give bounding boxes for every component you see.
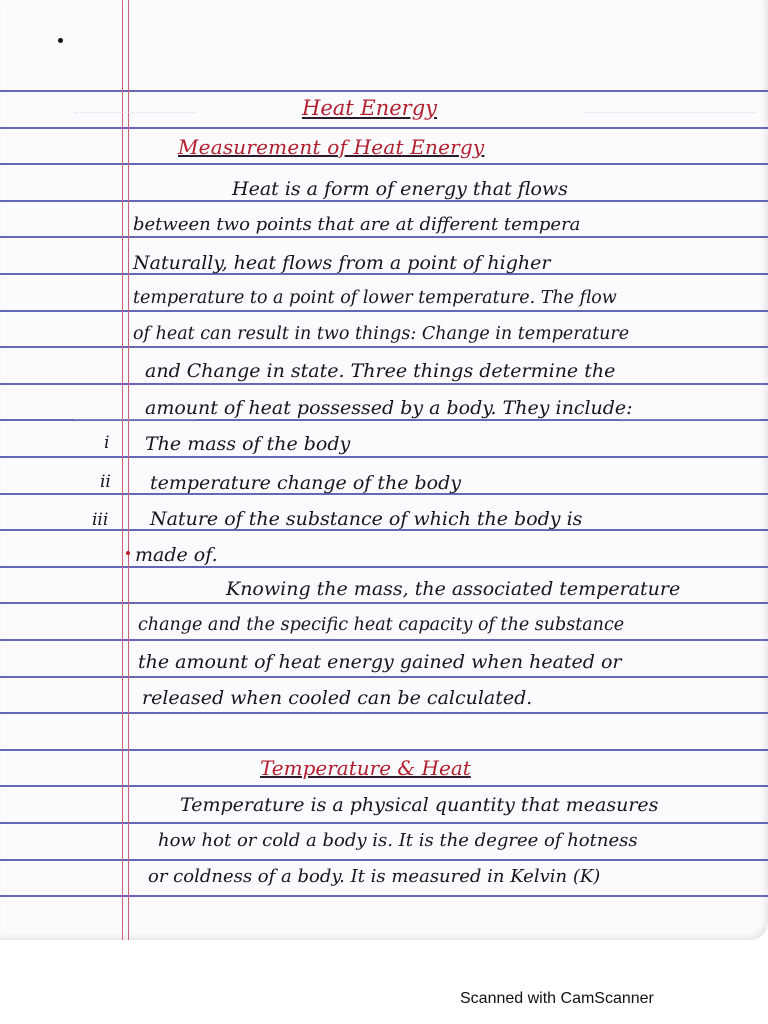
ruled-line bbox=[0, 566, 768, 568]
paragraph-line: released when cooled can be calculated. bbox=[142, 687, 533, 709]
paragraph-line: Knowing the mass, the associated temperature bbox=[226, 578, 681, 600]
margin-bullet bbox=[126, 551, 130, 555]
list-numeral: iii bbox=[92, 510, 109, 530]
paragraph-line: between two points that are at different tempera bbox=[133, 214, 581, 235]
margin-line-left bbox=[122, 0, 123, 940]
margin-line-right bbox=[128, 0, 129, 940]
list-numeral: ii bbox=[100, 472, 111, 492]
list-item-continuation: made of. bbox=[135, 544, 218, 566]
list-numeral: i bbox=[104, 433, 110, 453]
ruled-line bbox=[0, 712, 768, 714]
list-item: Nature of the substance of which the body is bbox=[150, 508, 583, 530]
bleed-through-mark bbox=[585, 98, 755, 113]
ruled-line bbox=[0, 456, 768, 458]
ruled-line bbox=[0, 90, 768, 92]
ruled-line bbox=[0, 822, 768, 824]
paragraph-line: of heat can result in two things: Change in temperature bbox=[133, 324, 630, 344]
paragraph-line: or coldness of a body. It is measured in Kelvin (K) bbox=[148, 866, 601, 887]
ruled-line bbox=[0, 749, 768, 751]
ruled-line bbox=[0, 383, 768, 385]
ruled-line bbox=[0, 676, 768, 678]
ruled-line bbox=[0, 895, 768, 897]
bleed-through-mark bbox=[620, 405, 760, 420]
paragraph-line: and Change in state. Three things determine the bbox=[145, 360, 616, 382]
bleed-through-mark bbox=[75, 98, 195, 113]
ruled-line bbox=[0, 310, 768, 312]
ruled-line bbox=[0, 859, 768, 861]
paragraph-line: temperature to a point of lower temperature. The flow bbox=[133, 288, 617, 308]
paragraph-line: Heat is a form of energy that flows bbox=[232, 178, 568, 200]
ruled-line bbox=[0, 127, 768, 129]
ruled-line bbox=[0, 236, 768, 238]
ruled-line bbox=[0, 602, 768, 604]
ruled-line bbox=[0, 639, 768, 641]
paragraph-line: how hot or cold a body is. It is the degree of hotness bbox=[158, 830, 638, 851]
ruled-line bbox=[0, 785, 768, 787]
ruled-line bbox=[0, 163, 768, 165]
paragraph-line: change and the specific heat capacity of the substance bbox=[138, 615, 625, 635]
list-item: temperature change of the body bbox=[150, 472, 462, 494]
page-heading: Heat Energy bbox=[302, 96, 438, 120]
paragraph-line: amount of heat possessed by a body. They include: bbox=[145, 397, 633, 419]
paragraph-line: the amount of heat energy gained when heated or bbox=[138, 651, 622, 673]
paragraph-line: Naturally, heat flows from a point of higher bbox=[133, 252, 551, 274]
paragraph-line: Temperature is a physical quantity that measures bbox=[180, 794, 659, 816]
list-item: The mass of the body bbox=[145, 433, 351, 455]
page-subheading: Measurement of Heat Energy bbox=[178, 135, 485, 159]
ink-dot bbox=[58, 38, 63, 43]
scanner-watermark: Scanned with CamScanner bbox=[460, 990, 654, 1007]
ruled-line bbox=[0, 346, 768, 348]
ruled-line bbox=[0, 200, 768, 202]
section-heading: Temperature & Heat bbox=[260, 756, 471, 780]
